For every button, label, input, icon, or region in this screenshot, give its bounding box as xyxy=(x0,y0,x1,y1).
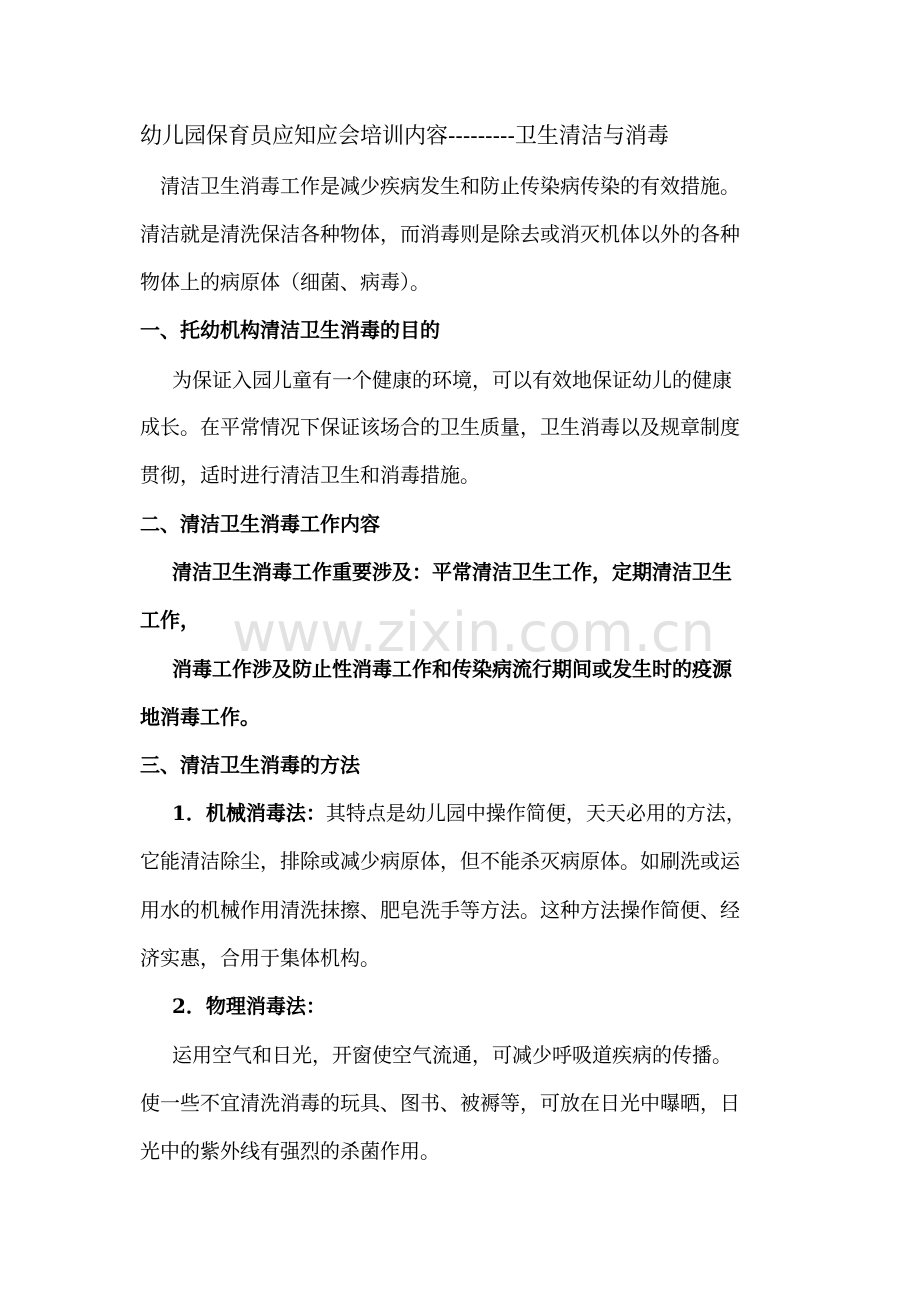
section-2-heading: 二、清洁卫生消毒工作内容 xyxy=(140,512,380,536)
watermark: www.zixin.com.cn xyxy=(232,601,715,664)
method-2-line-3: 光中的紫外线有强烈的杀菌作用。 xyxy=(140,1139,440,1163)
section-2-line-1: 清洁卫生消毒工作重要涉及：平常清洁卫生工作，定期清洁卫生 xyxy=(172,560,732,584)
section-2-line-2: 工作， xyxy=(140,608,200,632)
document-title: 幼儿园保育员应知应会培训内容---------卫生清洁与消毒 xyxy=(140,124,669,149)
section-1-line-1: 为保证入园儿童有一个健康的环境，可以有效地保证幼儿的健康 xyxy=(172,368,732,392)
method-1-label: 1．机械消毒法： xyxy=(172,801,326,825)
method-2-label: 2．物理消毒法： xyxy=(172,994,326,1018)
method-1-line-2: 它能清洁除尘，排除或减少病原体，但不能杀灭病原体。如刷洗或运 xyxy=(140,849,740,873)
method-1-line-1 xyxy=(172,800,790,826)
section-3-heading: 三、清洁卫生消毒的方法 xyxy=(140,753,360,777)
section-1-heading: 一、托幼机构清洁卫生消毒的目的 xyxy=(140,318,440,342)
intro-line-1: 清洁卫生消毒工作是减少疾病发生和防止传染病传染的有效措施。 xyxy=(160,174,740,198)
section-1-line-3: 贯彻，适时进行清洁卫生和消毒措施。 xyxy=(140,463,480,487)
method-1-text: 其特点是幼儿园中操作简便，天天必用的方法， xyxy=(325,801,746,825)
method-2-line-2: 使一些不宜清洗消毒的玩具、图书、被褥等，可放在日光中曝晒，日 xyxy=(140,1091,740,1115)
method-2-line-1: 运用空气和日光，开窗使空气流通，可减少呼吸道疾病的传播。 xyxy=(172,1043,732,1067)
method-1-line-3: 用水的机械作用清洗抹擦、肥皂洗手等方法。这种方法操作简便、经 xyxy=(140,898,740,922)
section-1-line-2: 成长。在平常情况下保证该场合的卫生质量，卫生消毒以及规章制度 xyxy=(140,415,740,439)
intro-line-3: 物体上的病原体（细菌、病毒）。 xyxy=(140,270,430,294)
section-2-line-4: 地消毒工作。 xyxy=(140,705,260,729)
section-2-line-3: 消毒工作涉及防止性消毒工作和传染病流行期间或发生时的疫源 xyxy=(172,657,732,681)
method-1-line-4: 济实惠，合用于集体机构。 xyxy=(140,946,380,970)
intro-line-2: 清洁就是清洗保洁各种物体，而消毒则是除去或消灭机体以外的各种 xyxy=(140,222,740,246)
